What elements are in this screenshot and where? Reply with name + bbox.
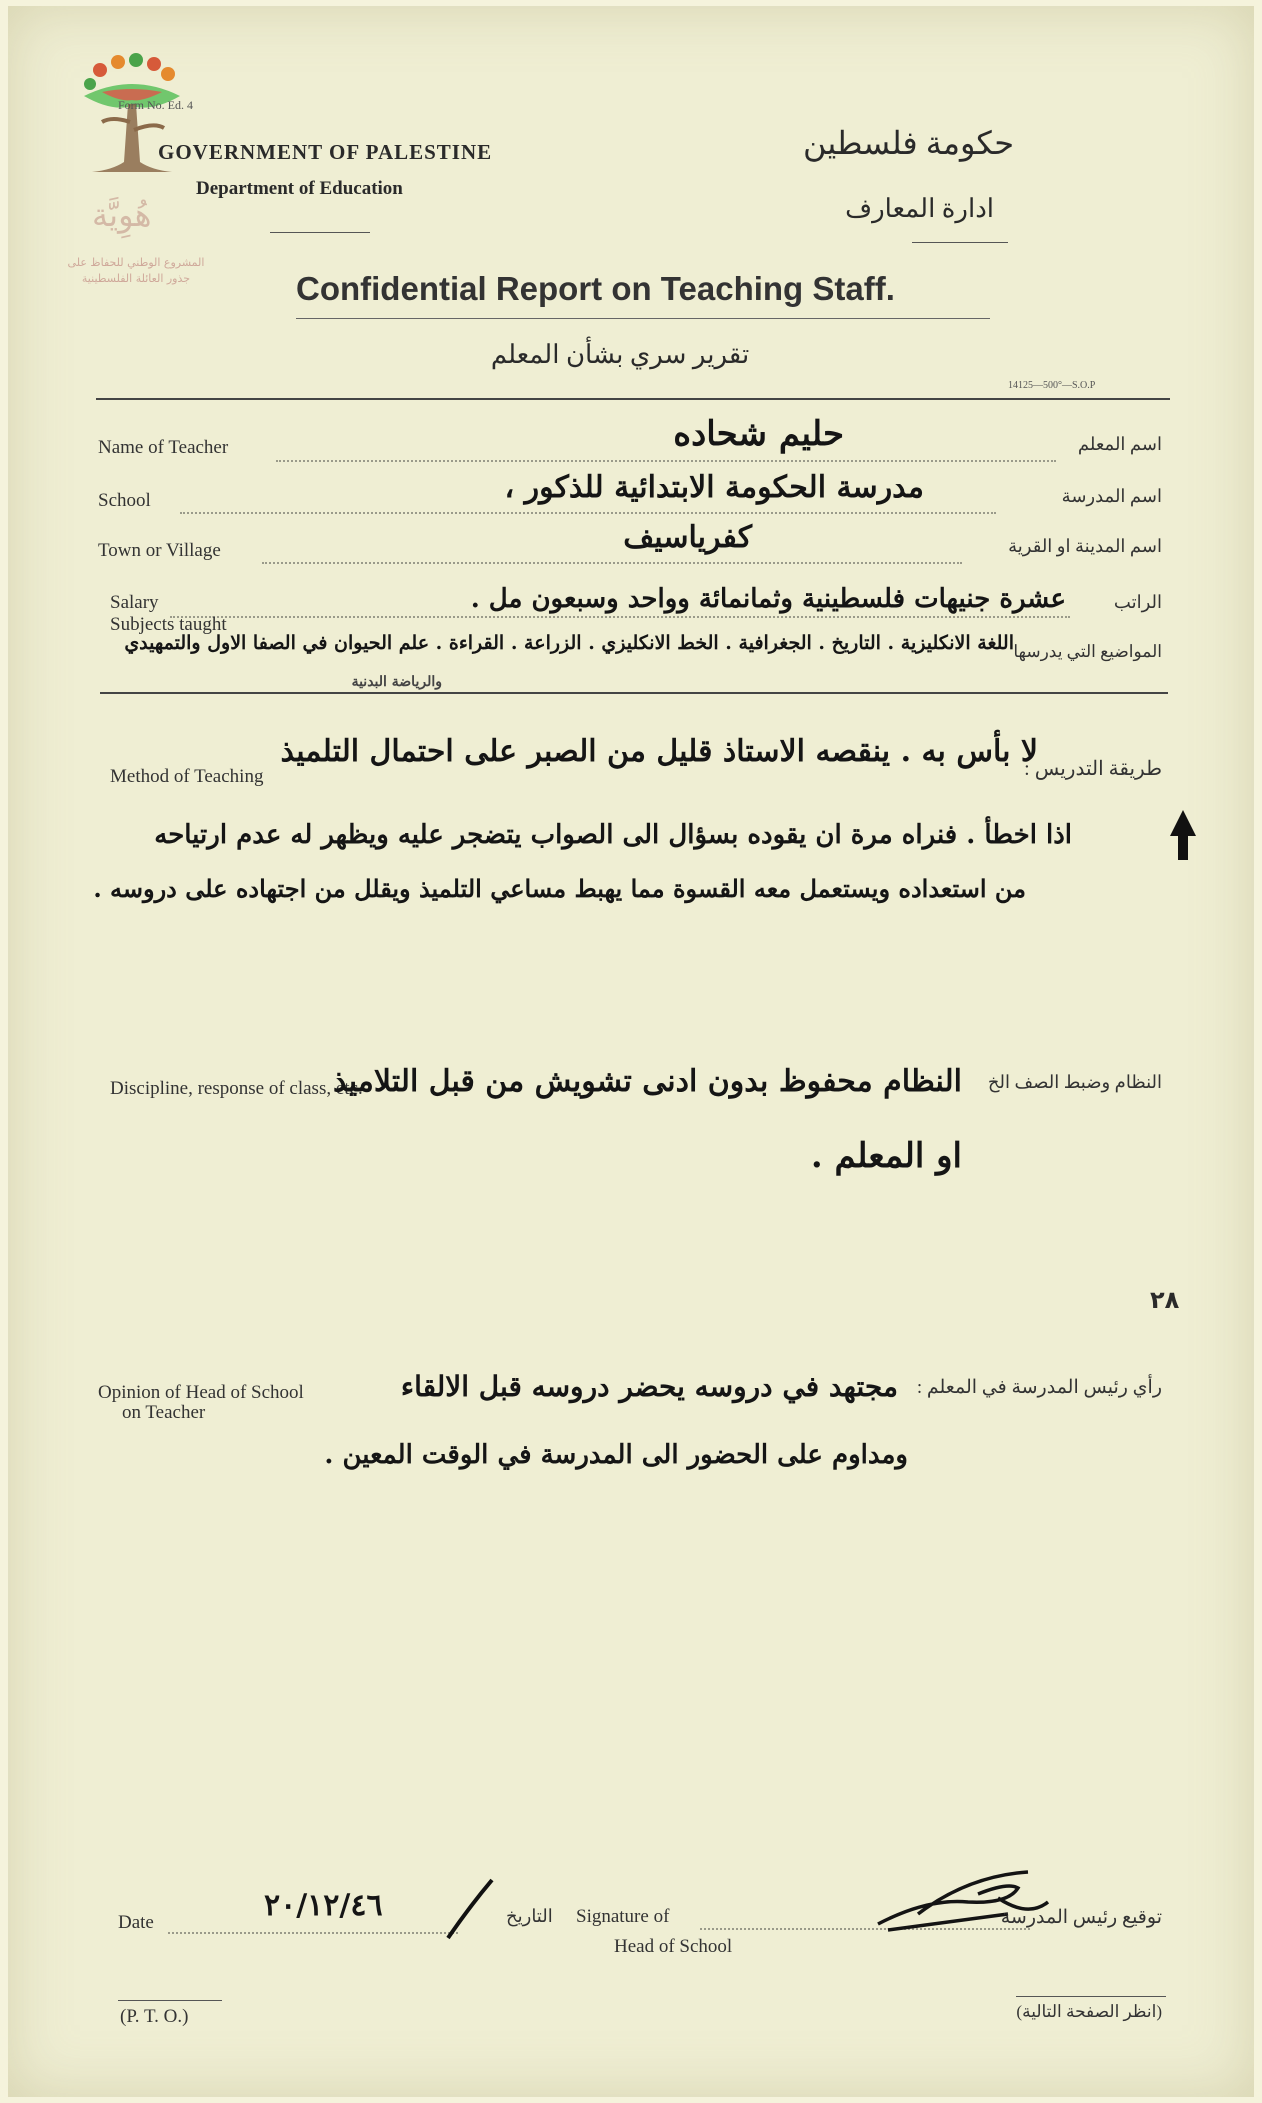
watermark-name: هُوِيَّة [92,196,152,234]
method-line-2: اذا اخطأ . فنراه مرة ان يقوده بسؤال الى الصواب يتضجر عليه ويظهر له عدم ارتياحه [154,820,1072,850]
salary-label: Salary [110,592,159,613]
date-line [168,1932,458,1934]
watermark-line1: المشروع الوطني للحفاظ على [67,256,205,269]
salary-value: عشرة جنيهات فلسطينية وثمانمائة وواحد وسبعون مل . [470,584,1066,614]
school-line [180,512,996,514]
government-en: GOVERNMENT OF PALESTINE [158,140,493,164]
opinion-line-2: ومداوم على الحضور الى المدرسة في الوقت المعين . [324,1440,908,1470]
opinion-label-ar: رأي رئيس المدرسة في المعلم : [916,1377,1162,1398]
method-line-3: من استعداده ويستعمل معه القسوة مما يهبط مساعي التلميذ ويقلل من اجتهاده على دروسه . [93,874,1026,903]
pto-ar: (انظر الصفحة التالية) [1016,2002,1162,2021]
date-value: ٢٠/١٢/٤٦ [264,1888,383,1923]
teacher-name-label-ar: اسم المعلم [1077,434,1162,454]
form-paper [8,6,1254,2097]
signature-label-line2: Head of School [614,1936,733,1957]
school-label-ar: اسم المدرسة [1061,486,1162,506]
report-title-ar: تقرير سري بشأن المعلم [490,340,750,369]
print-code: 14125—500°—S.O.P [1008,380,1096,391]
pto-en: (P. T. O.) [120,2006,189,2027]
discipline-line-2: او المعلم . [810,1136,962,1176]
department-en: Department of Education [196,178,403,199]
subjects-value: اللغة الانكليزية . التاريخ . الجغرافية . الخط الانكليزي . الزراعة . القراءة . علم الحيوان في الصفا الاول والتمهيدي [124,632,1014,654]
teacher-name-line [276,460,1056,462]
date-label-ar: التاريخ [506,1906,553,1926]
opinion-line-1: مجتهد في دروسه يحضر دروسه قبل الالقاء [400,1370,898,1403]
opinion-label: Opinion of Head of School [98,1382,304,1403]
subjects-value-line2: والرياضة البدنية [351,674,442,690]
header-rule-right [912,242,1008,243]
method-label-ar: طريقة التدريس : [1024,758,1162,780]
school-value: مدرسة الحكومة الابتدائية للذكور ، [504,470,924,505]
watermark-line2: جذور العائلة الفلسطينية [81,272,191,285]
town-label-ar: اسم المدينة او القرية [1008,536,1162,556]
method-line-1: لا بأس به . ينقصه الاستاذ قليل من الصبر على احتمال التلميذ [280,734,1038,769]
title-underline [296,318,990,319]
form-number: Form No. Ed. 4 [118,98,193,112]
discipline-line-1: النظام محفوظ بدون ادنى تشويش من قبل التلاميذ [332,1064,962,1099]
signature-label-ar: توقيع رئيس المدرسة [1000,1907,1162,1928]
watermark-logo [72,52,192,202]
town-value: كفرياسيف [623,520,752,555]
subjects-label: Subjects taught [110,614,227,635]
fields-bottom-rule [100,692,1168,694]
report-title-en: Confidential Report on Teaching Staff. [296,270,895,307]
pto-rule-left [118,2000,222,2001]
pointing-arrow-icon [1170,810,1196,860]
date-separator-stroke [440,1876,500,1946]
opinion-label-line2: on Teacher [122,1402,206,1423]
method-label: Method of Teaching [110,766,264,787]
government-ar: حكومة فلسطين [803,125,1014,161]
salary-label-ar: الراتب [1113,592,1162,612]
school-label: School [98,490,151,511]
family-tree-icon [72,52,192,202]
date-label: Date [118,1912,154,1933]
header-rule-left [270,232,370,233]
discipline-label-ar: النظام وضبط الصف الخ [987,1072,1162,1092]
teacher-name-label: Name of Teacher [98,437,229,458]
page-mark: ٢٨ [1150,1286,1180,1314]
discipline-label: Discipline, response of class, etc. [110,1078,363,1099]
town-label: Town or Village [98,540,221,561]
signature-label: Signature of [576,1906,670,1927]
teacher-name-value: حليم شحاده [673,414,844,454]
department-ar: ادارة المعارف [845,194,994,223]
town-line [262,562,962,564]
fields-top-rule [96,398,1170,400]
pto-rule-right [1016,1996,1166,1997]
subjects-label-ar: المواضيع التي يدرسها [1013,642,1162,661]
salary-line [170,616,1070,618]
